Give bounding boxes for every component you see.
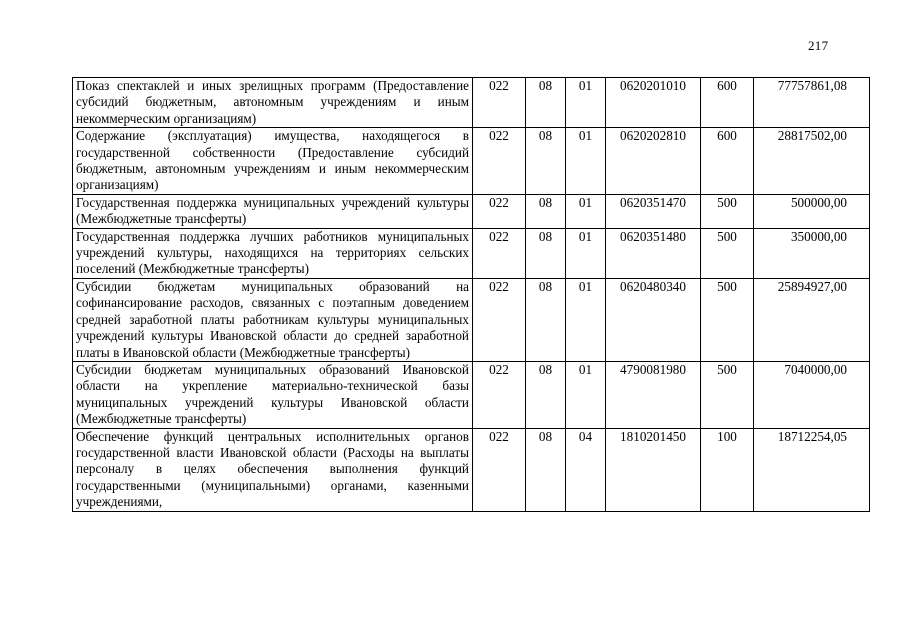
ministry-code: 022 xyxy=(473,278,526,361)
section-code: 08 xyxy=(526,194,566,228)
expense-type-code: 500 xyxy=(701,361,754,428)
target-article-code: 0620351480 xyxy=(606,228,701,278)
section-code: 08 xyxy=(526,428,566,511)
row-description: Субсидии бюджетам муниципальных образований на софинансирование расходов, связанных с поэтапным доведением средней заработной платы работникам культуры муниципальных учреждений культуры Ивановской области до средней заработной платы в Ивановской области (Межбюджетные трансферты) xyxy=(73,278,473,361)
row-description: Субсидии бюджетам муниципальных образований Ивановской области на укрепление материально-технической базы муниципальных учреждений культуры Ивановской области (Межбюджетные трансферты) xyxy=(73,361,473,428)
ministry-code: 022 xyxy=(473,194,526,228)
table-row xyxy=(73,194,870,228)
target-article-code: 0620351470 xyxy=(606,194,701,228)
target-article-code: 0620201010 xyxy=(606,78,701,128)
expense-type-code: 500 xyxy=(701,194,754,228)
ministry-code: 022 xyxy=(473,361,526,428)
table-row xyxy=(73,278,870,361)
subsection-code: 01 xyxy=(566,128,606,195)
section-code: 08 xyxy=(526,278,566,361)
expense-type-code: 500 xyxy=(701,228,754,278)
amount-value: 7040000,00 xyxy=(754,361,870,428)
expense-type-code: 600 xyxy=(701,128,754,195)
subsection-code: 01 xyxy=(566,228,606,278)
expense-type-code: 500 xyxy=(701,278,754,361)
amount-value: 500000,00 xyxy=(754,194,870,228)
row-description: Показ спектаклей и иных зрелищных программ (Предоставление субсидий бюджетным, автономным учреждениям и иным некоммерческим организациям) xyxy=(73,78,473,128)
subsection-code: 01 xyxy=(566,78,606,128)
budget-table xyxy=(72,77,870,512)
amount-value: 28817502,00 xyxy=(754,128,870,195)
row-description: Обеспечение функций центральных исполнительных органов государственной власти Ивановской области (Расходы на выплаты персоналу в целях обеспечения выполнения функций государственными (муниципальными) органами, казенными учреждениями, xyxy=(73,428,473,511)
amount-value: 25894927,00 xyxy=(754,278,870,361)
target-article-code: 0620480340 xyxy=(606,278,701,361)
subsection-code: 04 xyxy=(566,428,606,511)
expense-type-code: 600 xyxy=(701,78,754,128)
expense-type-code: 100 xyxy=(701,428,754,511)
target-article-code: 4790081980 xyxy=(606,361,701,428)
table-row xyxy=(73,228,870,278)
subsection-code: 01 xyxy=(566,278,606,361)
table-row xyxy=(73,428,870,511)
ministry-code: 022 xyxy=(473,428,526,511)
target-article-code: 1810201450 xyxy=(606,428,701,511)
section-code: 08 xyxy=(526,361,566,428)
amount-value: 77757861,08 xyxy=(754,78,870,128)
ministry-code: 022 xyxy=(473,78,526,128)
row-description: Содержание (эксплуатация) имущества, находящегося в государственной собственности (Предоставление субсидий бюджетным, автономным учреждениям и иным некоммерческим организациям) xyxy=(73,128,473,195)
table-row xyxy=(73,128,870,195)
subsection-code: 01 xyxy=(566,361,606,428)
section-code: 08 xyxy=(526,228,566,278)
row-description: Государственная поддержка муниципальных учреждений культуры (Межбюджетные трансферты) xyxy=(73,194,473,228)
ministry-code: 022 xyxy=(473,128,526,195)
subsection-code: 01 xyxy=(566,194,606,228)
table-row xyxy=(73,361,870,428)
page-number: 217 xyxy=(808,38,829,53)
amount-value: 350000,00 xyxy=(754,228,870,278)
table-row xyxy=(73,78,870,128)
ministry-code: 022 xyxy=(473,228,526,278)
target-article-code: 0620202810 xyxy=(606,128,701,195)
section-code: 08 xyxy=(526,78,566,128)
amount-value: 18712254,05 xyxy=(754,428,870,511)
row-description: Государственная поддержка лучших работников муниципальных учреждений культуры, находящихся на территориях сельских поселений (Межбюджетные трансферты) xyxy=(73,228,473,278)
section-code: 08 xyxy=(526,128,566,195)
